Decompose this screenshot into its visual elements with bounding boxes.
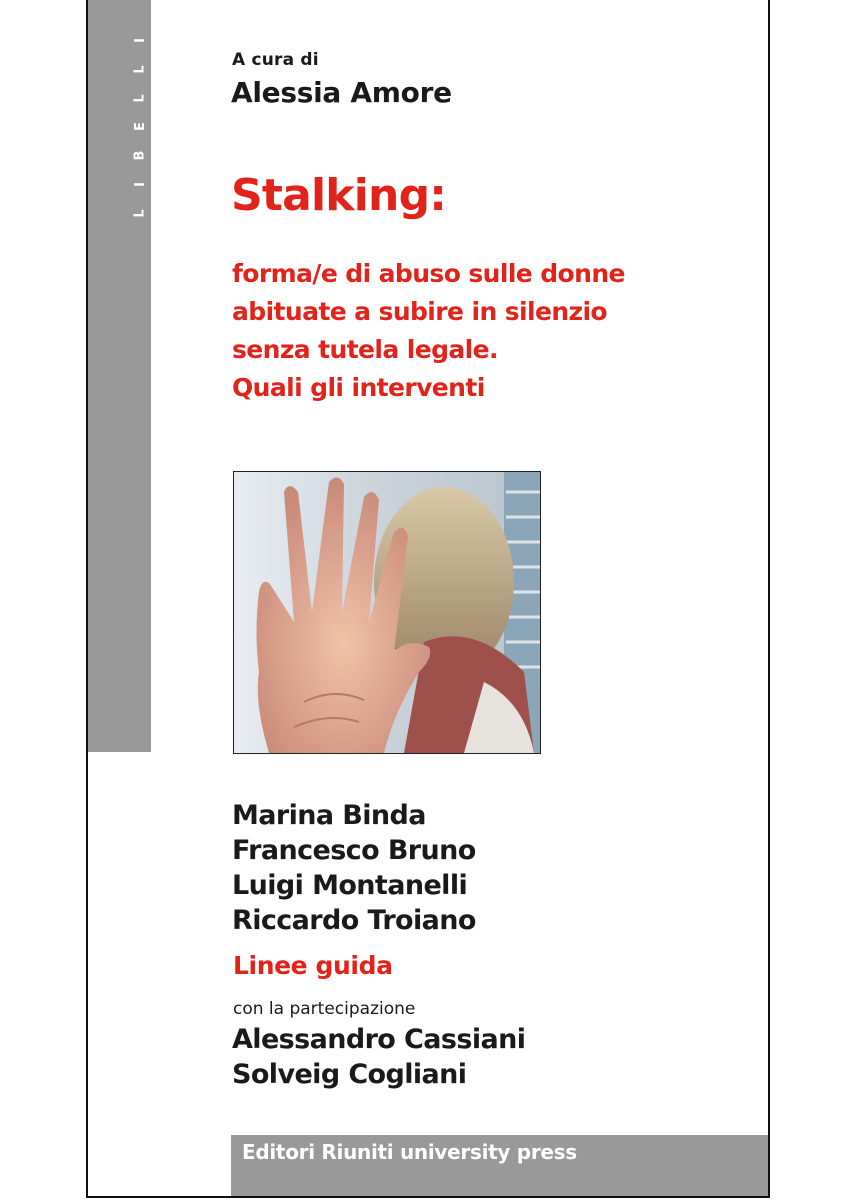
author-name: Luigi Montanelli (232, 870, 468, 901)
book-subtitle (232, 255, 625, 407)
series-letter: L (132, 209, 148, 218)
author-name: Francesco Bruno (232, 835, 476, 866)
subtitle-line: forma/e di abuso sulle donne (232, 259, 625, 288)
participation-label: con la partecipazione (233, 999, 416, 1019)
participant-name: Solveig Cogliani (232, 1059, 467, 1090)
participants-list (232, 1022, 525, 1092)
curator-label: A cura di (232, 50, 319, 70)
series-letter: L (132, 65, 148, 74)
series-letter: L (132, 94, 148, 103)
series-label (128, 34, 152, 220)
participant-name: Alessandro Cassiani (232, 1024, 526, 1055)
subtitle-line: Quali gli interventi (232, 373, 485, 402)
curator-name: Alessia Amore (231, 76, 452, 109)
hand-woman-illustration (234, 472, 540, 753)
series-letter: B (132, 150, 148, 161)
authors-list (232, 798, 476, 938)
subtitle-line: senza tutela legale. (232, 335, 498, 364)
subtitle-line: abituate a subire in silenzio (232, 297, 608, 326)
series-letter: I (132, 38, 148, 43)
guidelines-heading: Linee guida (233, 951, 393, 980)
author-name: Marina Binda (232, 800, 426, 831)
series-letter: I (132, 182, 148, 188)
author-name: Riccardo Troiano (232, 905, 476, 936)
book-title: Stalking: (231, 170, 447, 221)
publisher-name: Editori Riuniti university press (242, 1140, 577, 1164)
series-letter: E (132, 122, 148, 132)
cover-photo (233, 471, 541, 754)
